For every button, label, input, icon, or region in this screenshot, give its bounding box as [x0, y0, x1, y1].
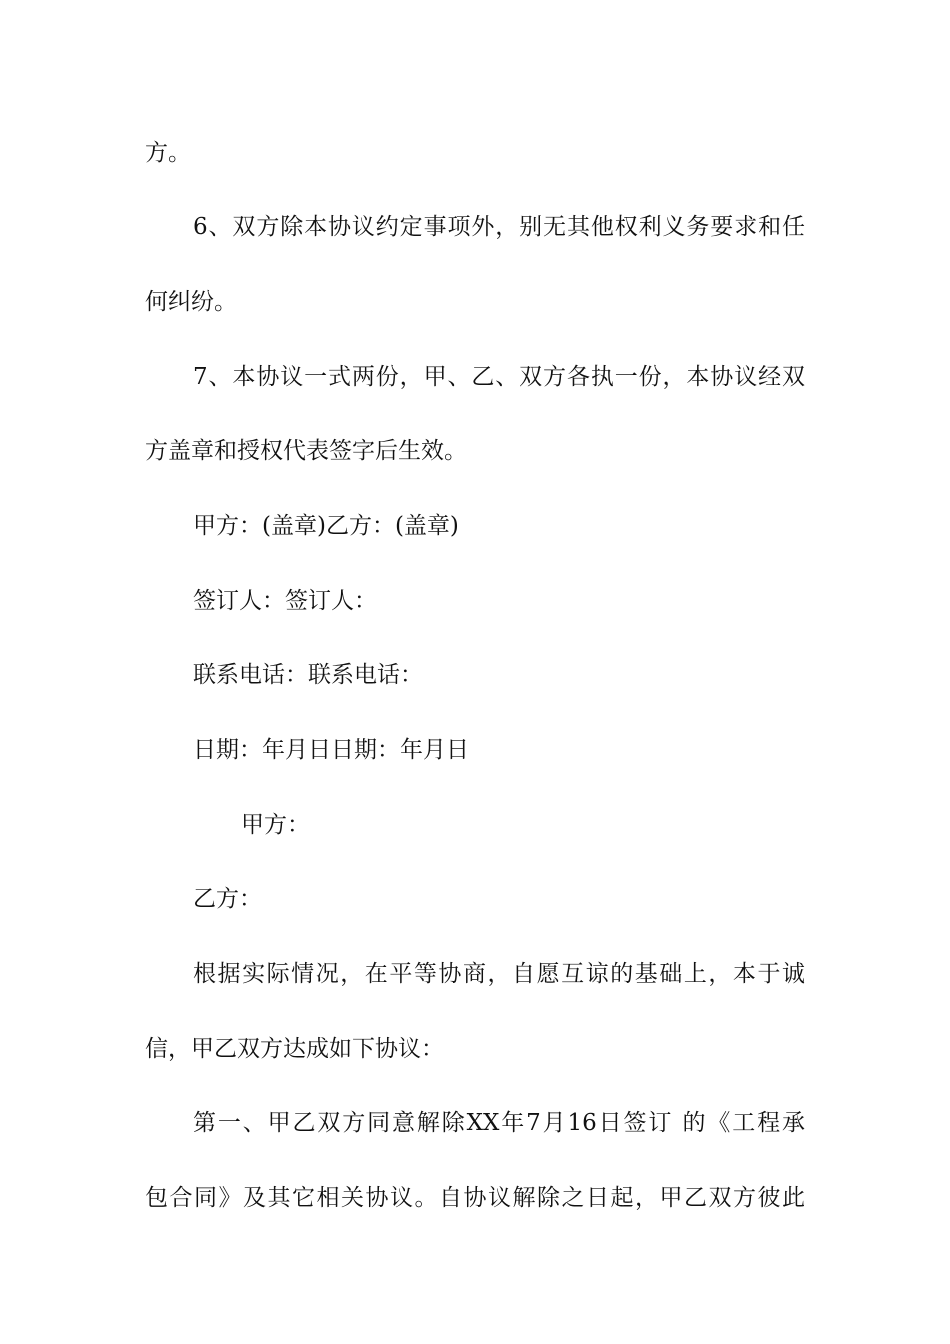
text-line: 方盖章和授权代表签字后生效。: [145, 438, 467, 464]
date-line: 日期：年月日日期：年月日: [193, 737, 469, 763]
text-line: 方。: [145, 140, 191, 166]
text-line: 7、本协议一式两份，甲、乙、双方各执一份，本协议经双: [193, 364, 805, 390]
text-line: 6、双方除本协议约定事项外，别无其他权利义务要求和任: [193, 214, 805, 240]
text-line: 第一、甲乙双方同意解除XX年7月16日签订 的《工程承: [193, 1110, 805, 1136]
contact-phone-line: 联系电话：联系电话：: [193, 662, 423, 688]
text-line: 根据实际情况，在平等协商，自愿互谅的基础上，本于诚: [193, 961, 805, 987]
text-line: 何纠纷。: [145, 289, 237, 315]
text-line: 包合同》及其它相关协议。自协议解除之日起，甲乙双方彼此: [145, 1185, 805, 1211]
signatory-line: 签订人：签订人：: [193, 588, 377, 614]
party-a-label: 甲方：: [241, 812, 310, 838]
signature-party-line: 甲方：(盖章)乙方：(盖章): [193, 513, 459, 539]
party-b-label: 乙方：: [193, 886, 262, 912]
text-line: 信，甲乙双方达成如下协议：: [145, 1036, 444, 1062]
